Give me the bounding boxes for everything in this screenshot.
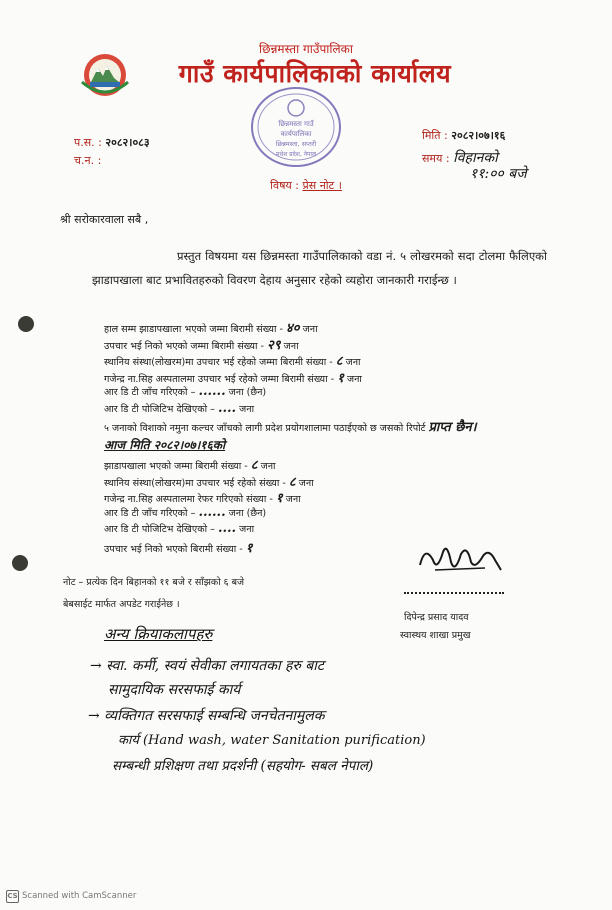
salutation: श्री सरोकारवाला सबै , — [60, 213, 149, 226]
summary-row — [104, 318, 318, 336]
summary-text: आर डि टी जाँच गरिएको – — [104, 387, 196, 398]
summary-handwritten-value: ४० — [286, 321, 300, 336]
today-handwritten-value: ८ — [250, 458, 258, 473]
activities-line-4: कार्य (Hand wash, water Sanitation purification) — [118, 733, 426, 748]
summary-handwritten-value: ८ — [335, 354, 343, 369]
summary-row — [104, 368, 362, 386]
activities-line-3: → व्यक्तिगत सरसफाई सम्बन्धि जनचेतनामुलक — [88, 708, 325, 724]
today-row — [104, 521, 254, 536]
summary-handwritten-value: ...... — [198, 384, 226, 399]
today-text: स्थानिय संस्था(लोखरम)मा उपचार भई रहेको संख्या - — [104, 477, 286, 489]
summary-suffix: जना — [239, 403, 255, 415]
summary-handwritten-value: .... — [217, 400, 237, 416]
summary-text: ५ जनाको विशाको नमुना कल्चर जाँचको लागी प्रदेश प्रयोगशालामा पठाईएको छ जसको रिपोर्ट — [104, 423, 426, 434]
today-suffix: जना — [298, 477, 314, 489]
signature-dotted-line — [404, 592, 504, 594]
time-value-1: विहानको — [453, 150, 498, 166]
today-handwritten-value: ...... — [198, 504, 226, 520]
camscanner-badge-icon: CS — [6, 890, 19, 903]
ps-value: २०८२।०८३ — [105, 136, 150, 149]
today-row — [104, 472, 314, 490]
stamp-line-3: छिन्नमस्ता, सप्तरी — [275, 140, 317, 148]
subject-line — [0, 178, 612, 193]
chn-label: च.न. : — [74, 154, 102, 167]
activities-line-5: सम्बन्धी प्रशिक्षण तथा प्रदर्शनी (सहयोग- सबल नेपाल) — [112, 758, 374, 774]
scanner-footer — [6, 890, 136, 903]
note-line-1: नोट – प्रत्येक दिन बिहानको ११ बजे र साँझको ६ बजे — [63, 577, 245, 588]
summary-row — [104, 384, 266, 399]
summary-text: हाल सम्म झाडापखाला भएको जम्मा बिरामी संख्या - — [104, 324, 283, 335]
time-label: समय : — [422, 152, 450, 165]
today-text: उपचार भई निको भएको बिरामी संख्या - — [104, 543, 243, 555]
today-text: आर डि टी पोजिटिभ देखिएको – — [104, 524, 215, 535]
today-handwritten-value: ८ — [288, 474, 296, 490]
today-text: आर डि टी जाँच गरिएको – — [104, 507, 196, 519]
office-stamp — [250, 86, 342, 168]
summary-text: उपचार भई निको भएको जम्मा बिरामी संख्या - — [104, 340, 264, 352]
date-row — [422, 128, 505, 143]
date-label: मिति : — [422, 129, 448, 142]
today-row — [104, 538, 253, 556]
time-value-2: ११:०० बजे — [470, 166, 527, 182]
note-line-2: बेबसाईट मार्फत अपडेट गराईनेछ । — [63, 599, 180, 610]
stamp-line-2: कार्यपालिका — [280, 130, 312, 138]
reference-ps — [74, 135, 150, 150]
today-handwritten-value: १ — [245, 540, 253, 556]
date-value: २०८२।०७।१६ — [451, 129, 506, 142]
handwritten-signature — [415, 540, 505, 580]
signatory-title: स्वास्थय शाखा प्रमुख — [400, 630, 471, 641]
summary-text: आर डि टी पोजिटिभ देखिएको – — [104, 403, 215, 415]
summary-handwritten-value: १ — [337, 370, 344, 386]
today-heading: आज मिति २०८२।०७।१६को — [104, 438, 226, 452]
activities-line-2: सामुदायिक सरसफाई कार्य — [108, 682, 241, 698]
summary-row — [104, 351, 361, 369]
activities-line-1: → स्वा. कर्मी, स्वयं सेवीका लगायतका हरु बाट — [90, 658, 324, 674]
today-row — [104, 505, 266, 520]
summary-suffix: जना (छैन) — [228, 387, 267, 398]
stamp-line-1: छिन्नमस्ता गाउँ — [278, 120, 314, 128]
today-suffix: जना — [260, 461, 276, 472]
footer-text: Scanned with CamScanner — [22, 891, 137, 901]
today-text: गजेन्द्र ना.सिह अस्पतालमा रेफर गरिएको संख्या - — [104, 494, 273, 505]
summary-handwritten-value: प्राप्त छैन। — [428, 420, 477, 435]
punch-hole — [12, 555, 28, 571]
subject-label: विषय : — [270, 179, 300, 192]
ps-label: प.स. : — [74, 136, 102, 149]
summary-suffix: जना — [345, 357, 361, 368]
reference-chn — [74, 153, 101, 168]
summary-row — [104, 401, 254, 416]
summary-text: स्थानिय संस्था(लोखरम)मा उपचार भई रहेको जम्मा बिरामी संख्या - — [104, 357, 333, 368]
intro-paragraph: प्रस्तुत विषयमा यस छिन्नमस्ता गाउँपालिकाको वडा नं. ५ लोखरमको सदा टोलमा फैलिएको झाडापखाला बाट प्रभावितहरुको विवरण देहाय अनुसार रहेको व्यहोरा जानकारी गराईन्छ । — [92, 249, 547, 287]
signatory-name: दिपेन्द्र प्रसाद यादव — [404, 612, 469, 623]
note-block — [63, 572, 244, 616]
today-row — [104, 488, 301, 506]
today-handwritten-value: .... — [217, 521, 237, 536]
summary-row — [104, 417, 477, 435]
summary-suffix: जना — [302, 324, 318, 335]
summary-text: गजेन्द्र ना.सिह अस्पतालमा उपचार भई रहेको जम्मा बिरामी संख्या - — [104, 373, 335, 385]
today-text: झाडापखाला भएको जम्मा बिरामी संख्या - — [104, 461, 248, 472]
nepal-emblem-icon — [76, 52, 134, 98]
today-suffix: जना — [285, 494, 301, 505]
office-title: गाउँ कार्यपालिकाको कार्यालय — [178, 59, 452, 88]
punch-hole — [18, 316, 34, 332]
summary-row — [104, 335, 299, 353]
summary-handwritten-value: २९ — [267, 337, 281, 353]
today-suffix: जना (छैन) — [228, 507, 267, 519]
today-handwritten-value: १ — [275, 491, 283, 506]
summary-suffix: जना — [283, 340, 299, 352]
today-suffix: जना — [239, 524, 255, 535]
stamp-line-4: मधेश प्रदेश, नेपाल — [275, 151, 317, 158]
subject-text: प्रेस नोट । — [302, 179, 342, 192]
activities-heading: अन्य क्रियाकलापहरु — [104, 625, 213, 643]
municipality-name: छिन्नमस्ता गाउँपालिका — [259, 42, 353, 56]
summary-suffix: जना — [346, 373, 362, 385]
today-row — [104, 455, 276, 473]
